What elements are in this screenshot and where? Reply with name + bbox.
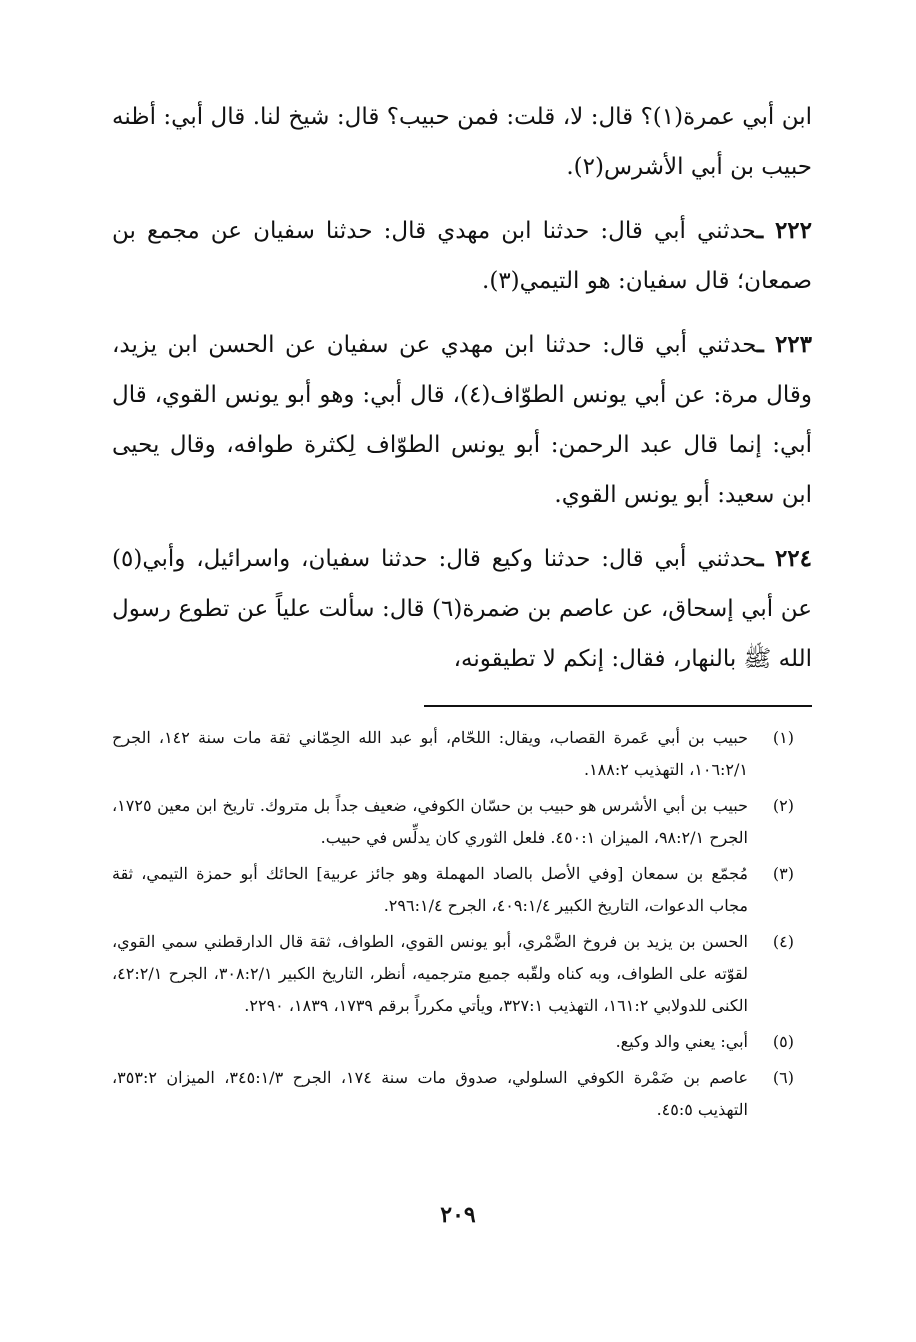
hadith-223: [112, 320, 812, 520]
footnote-5: [112, 1026, 794, 1058]
footnote-4: [112, 926, 794, 1022]
hadith-number: ٢٢٢ ـ: [756, 217, 812, 244]
footnote-2: [112, 790, 794, 854]
footnote-number: (٣): [772, 864, 794, 883]
footnote-number: (٥): [772, 1032, 794, 1051]
hadith-text: حدثني أبي قال: حدثنا ابن مهدي قال: حدثنا سفيان عن مجمع بن صمعان؛ قال سفيان: هو التيمي(٣).: [112, 218, 812, 294]
footnote-number: (٤): [772, 932, 794, 951]
footnote-3: [112, 858, 794, 922]
footnote-number: (١): [772, 728, 794, 747]
footnote-text: مُجمّع بن سمعان [وفي الأصل بالصاد المهملة وهو جائز عربية] الحائك أبو حمزة التيمي، ثقة مجاب الدعوات، التاريخ الكبير ٤٠٩:١/٤، الجرح ٢٩٦:١/٤.: [112, 864, 748, 915]
footnote-text: أبي: يعني والد وكيع.: [615, 1032, 748, 1051]
paragraph-text: ابن أبي عمرة(١)؟ قال: لا، قلت: فمن حبيب؟ قال: شيخ لنا. قال أبي: أظنه حبيب بن أبي الأشرس(٢).: [112, 104, 813, 180]
hadith-number: ٢٢٤ ـ: [756, 545, 812, 572]
footnote-number: (٦): [772, 1068, 794, 1087]
paragraph-continuation: [112, 92, 812, 192]
main-text: [112, 92, 812, 698]
footnote-number: (٢): [772, 796, 794, 815]
hadith-text: حدثني أبي قال: حدثنا وكيع قال: حدثنا سفيان، واسرائيل، وأبي(٥) عن أبي إسحاق، عن عاصم بن ضمرة(٦) قال: سألت علياً عن تطوع رسول الله ﷺ بالنهار، فقال: إنكم لا تطيقونه،: [112, 546, 812, 672]
hadith-224: [112, 534, 812, 684]
footnote-text: الحسن بن يزيد بن فروخ الضَّمْري، أبو يونس القوي، الطواف، ثقة قال الدارقطني سمي القوي، لقوّته على الطواف، وبه كناه ولقّبه جميع مترجميه، أنظر، التاريخ الكبير ٣٠٨:٢/١، الجرح ٤٢:٢/١، الكنى للدولابي ١٦١:٢، التهذيب ٣٢٧:١، ويأتي مكرراً برقم ١٧٣٩، ١٨٣٩، ٢٢٩٠.: [112, 932, 749, 1015]
footnote-separator: [424, 705, 812, 707]
hadith-222: [112, 206, 812, 306]
hadith-text: حدثني أبي قال: حدثنا ابن مهدي عن سفيان عن الحسن ابن يزيد، وقال مرة: عن أبي يونس الطوّاف(٤)، قال أبي: وهو أبو يونس القوي، قال أبي: إنما قال عبد الرحمن: أبو يونس الطوّاف لِكثرة طوافه، وقال يحيى ابن سعيد: أبو يونس القوي.: [112, 332, 812, 508]
page-number: ٢٠٩: [440, 1202, 476, 1228]
hadith-number: ٢٢٣ ـ: [757, 331, 813, 358]
footnote-text: حبيب بن أبي عَمرة القصاب، ويقال: اللحّام، أبو عبد الله الحِمّاني ثقة مات سنة ١٤٢، الجرح ١٠٦:٢/١، التهذيب ١٨٨:٢.: [112, 728, 748, 779]
footnote-text: حبيب بن أبي الأشرس هو حبيب بن حسّان الكوفي، ضعيف جداً بل متروك. تاريخ ابن معين ١٧٢٥، الجرح ٩٨:٢/١، الميزان ٤٥٠:١. فلعل الثوري كان يدلِّس في حبيب.: [112, 796, 748, 847]
footnote-6: [112, 1062, 794, 1126]
footnote-text: عاصم بن ضَمْرة الكوفي السلولي، صدوق مات سنة ١٧٤، الجرح ٣٤٥:١/٣، الميزان ٣٥٣:٢، التهذيب ٤٥:٥.: [112, 1068, 748, 1119]
footnote-1: [112, 722, 794, 786]
footnotes: [112, 722, 794, 1130]
